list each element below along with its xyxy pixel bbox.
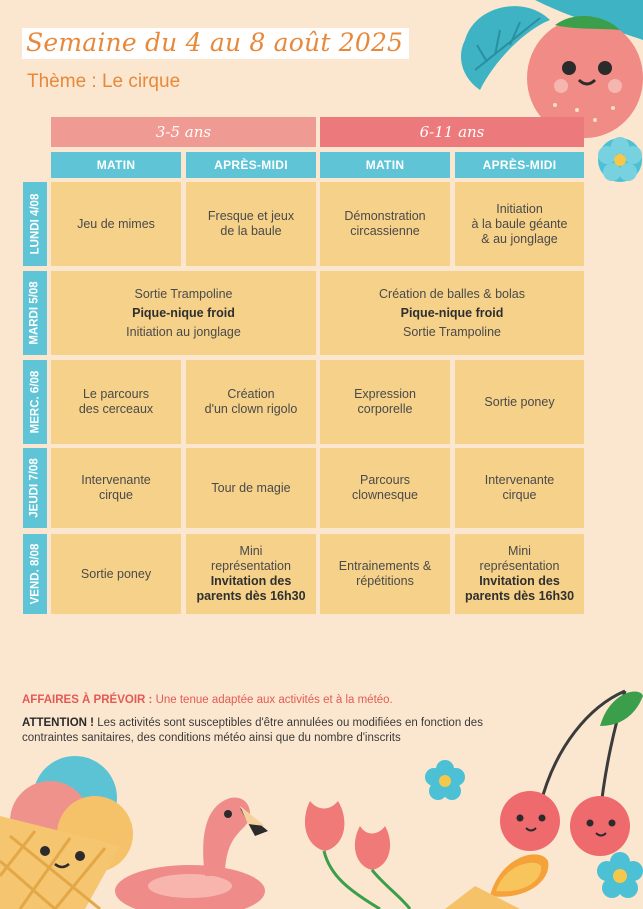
day-label-mercredi: MERC. 6/08 [23,360,47,444]
activity-cell: Le parcours des cerceaux [51,360,181,444]
activity-cell: Création d'un clown rigolo [186,360,316,444]
day-label-vendredi: VEND. 8/08 [23,534,47,614]
activity-cell: Mini représentation Invitation des parents dès 16h30 [186,534,316,614]
group-header-6-11: 6-11 ans [320,117,584,147]
period-header-matin: MATIN [51,152,181,178]
activity-cell: Jeu de mimes [51,182,181,266]
activity-cell: Fresque et jeux de la baule [186,182,316,266]
period-header-apres-midi: APRÈS-MIDI [455,152,584,178]
activity-cell: Sortie poney [51,534,181,614]
group-header-3-5: 3-5 ans [51,117,316,147]
summer-illustration [0,686,643,909]
activity-cell-full-day: Création de balles & bolas Pique-nique froid Sortie Trampoline [320,271,584,355]
activity-cell: Tour de magie [186,448,316,528]
activity-cell: Intervenante cirque [455,448,584,528]
activity-cell: Intervenante cirque [51,448,181,528]
activity-cell-full-day: Sortie Trampoline Pique-nique froid Initiation au jonglage [51,271,316,355]
day-label-lundi: LUNDI 4/08 [23,182,47,266]
affaires-label: AFFAIRES À PRÉVOIR : [22,694,153,706]
page-title: Semaine du 4 au 8 août 2025 [22,28,409,59]
activity-cell: Mini représentation Invitation des parents dès 16h30 [455,534,584,614]
theme-subtitle: Thème : Le cirque [27,71,181,92]
period-header-apres-midi: APRÈS-MIDI [186,152,316,178]
activity-cell: Initiation à la baule géante & au jonglage [455,182,584,266]
activity-cell: Parcours clownesque [320,448,450,528]
period-header-matin: MATIN [320,152,450,178]
affaires-text: Une tenue adaptée aux activités et à la météo. [155,694,393,706]
activity-cell: Entrainements & répétitions [320,534,450,614]
attention-label: ATTENTION ! [22,717,94,729]
activity-cell: Démonstration circassienne [320,182,450,266]
attention-text: Les activités sont susceptibles d'être annulées ou modifiées en fonction des contraintes sanitaires, des conditions météo ainsi que du nombre d'inscrits [22,717,483,744]
activity-cell: Expression corporelle [320,360,450,444]
day-label-jeudi: JEUDI 7/08 [23,448,47,528]
activity-cell: Sortie poney [455,360,584,444]
day-label-mardi: MARDI 5/08 [23,271,47,355]
